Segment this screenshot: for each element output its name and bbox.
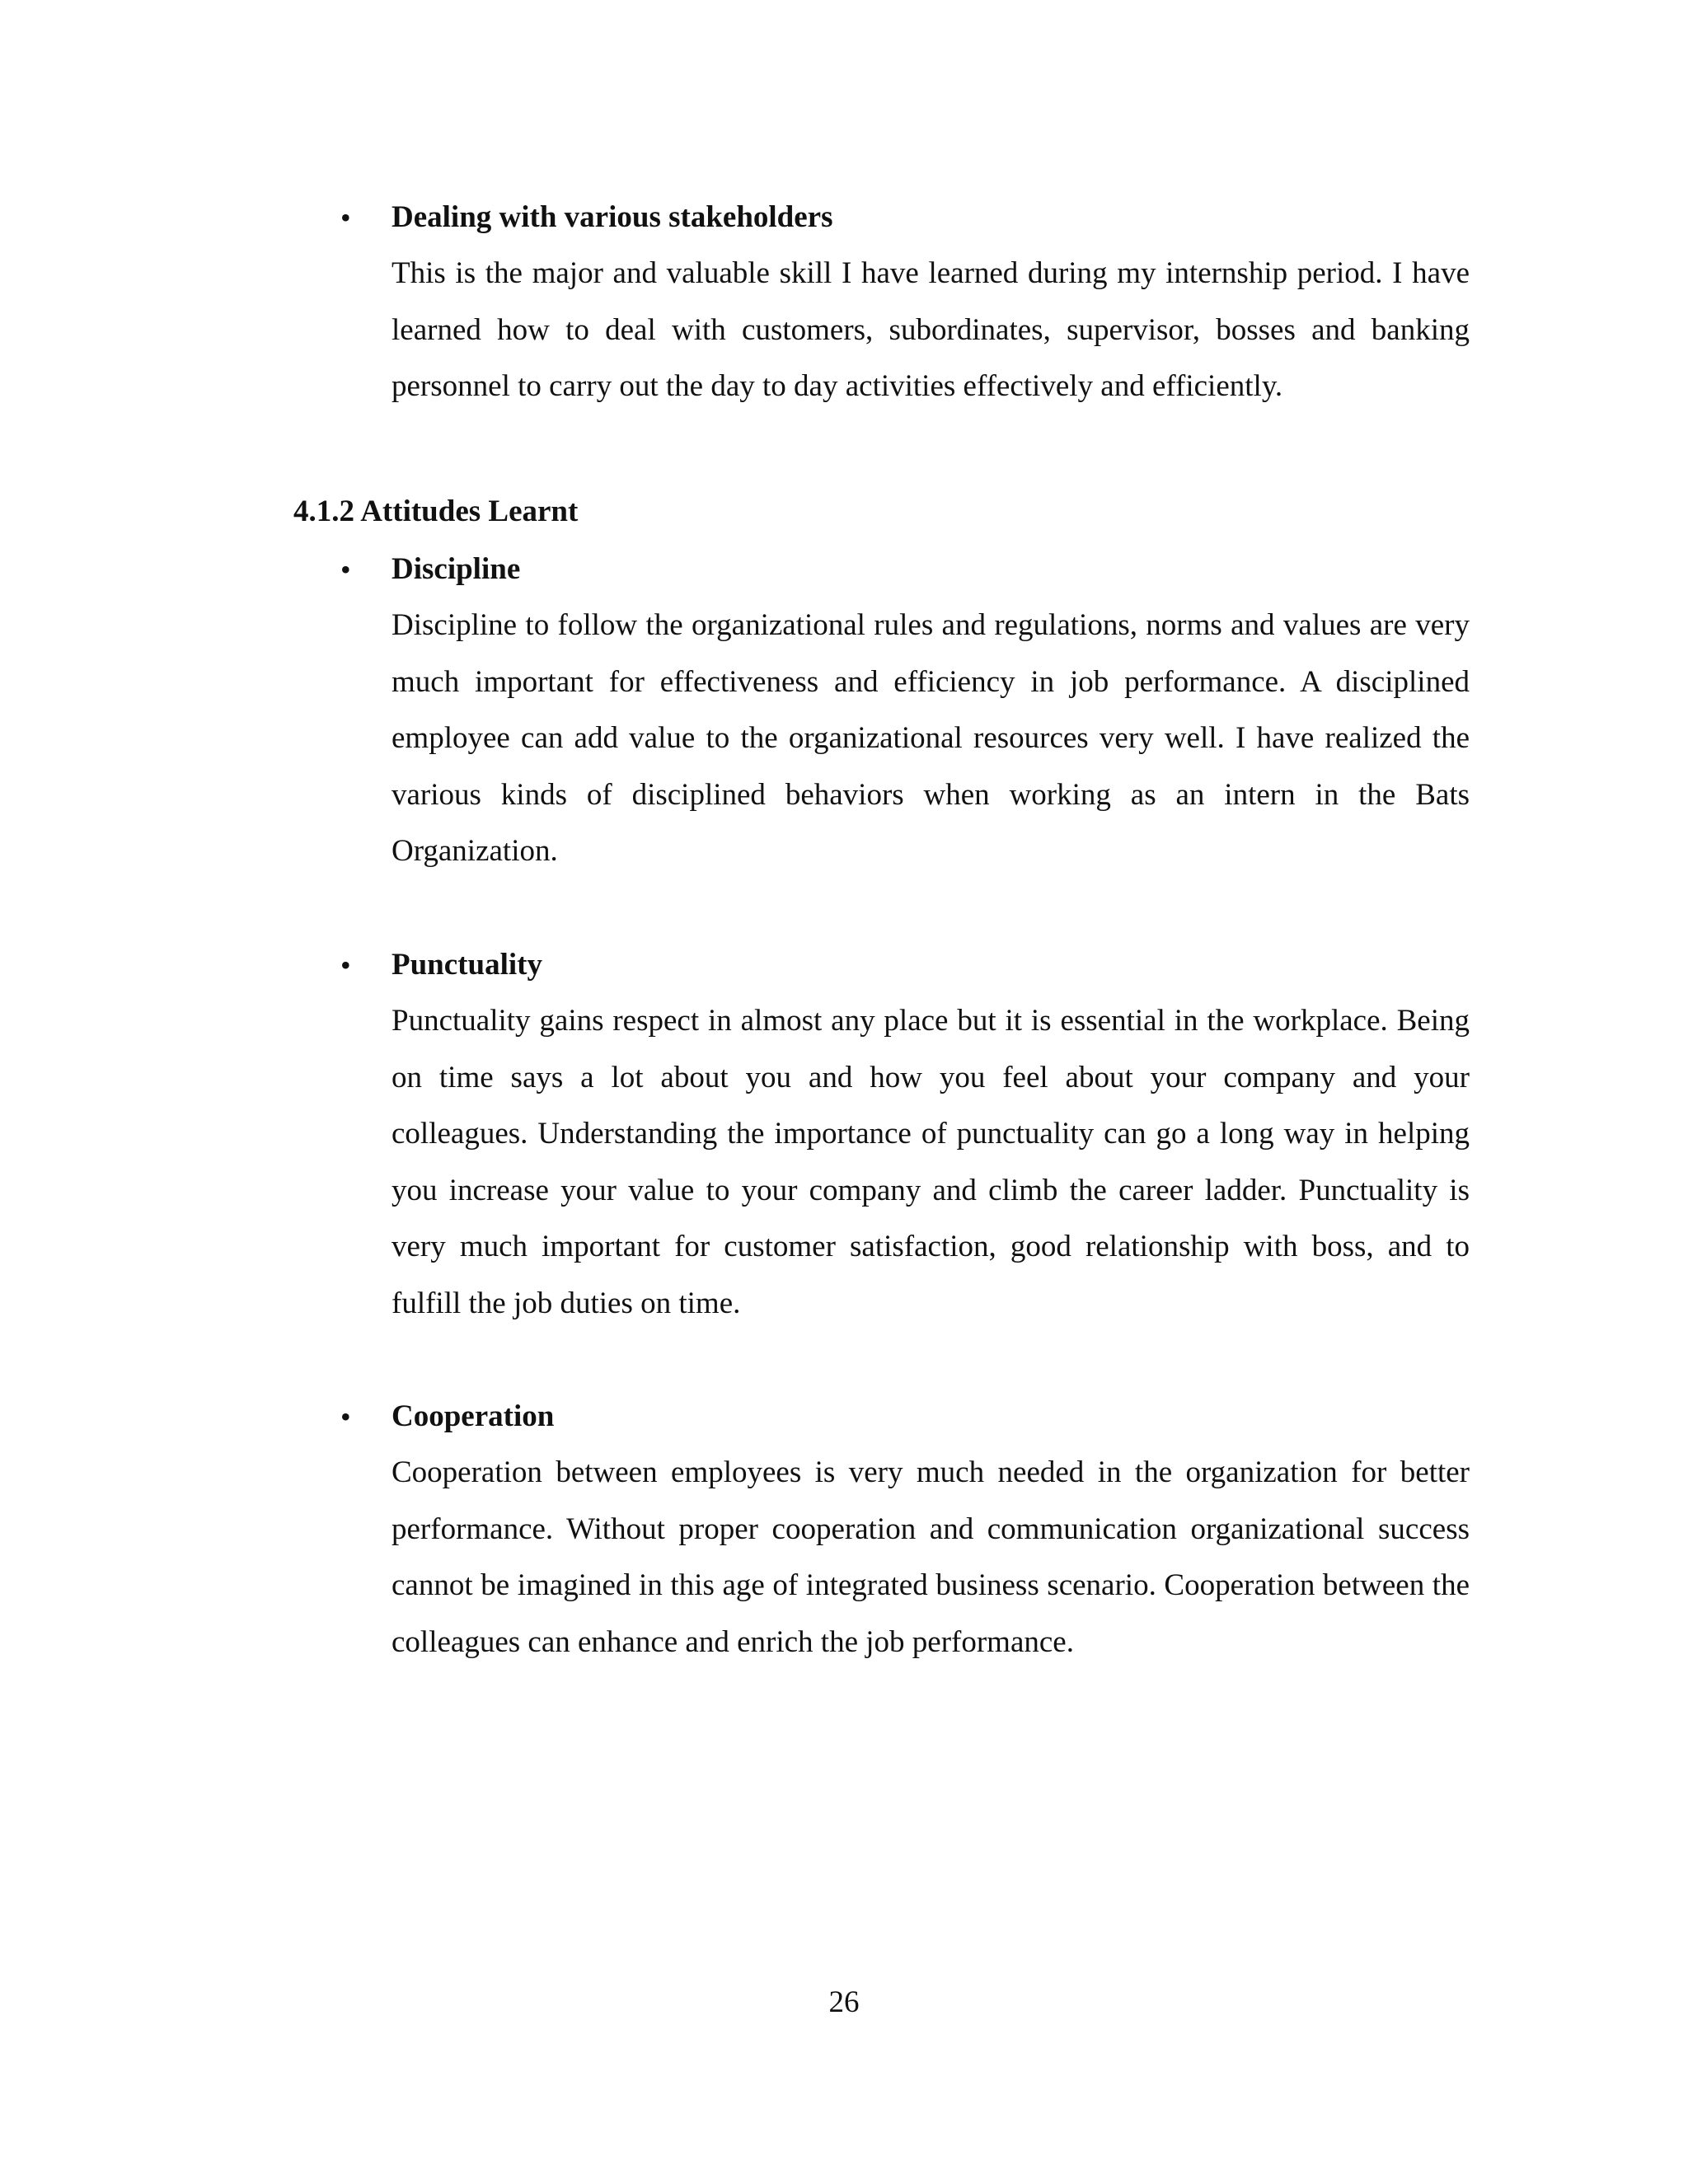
page-number: 26 xyxy=(828,1985,860,2019)
item-body: Discipline to follow the organizational rules and regulations, norms and values are very much important for effectiveness and efficiency in job performance. A disciplined employee can add value to the organizational resources very well. I have realized the various kinds of disciplined behaviors when working as an intern in the Bats Organization. xyxy=(392,608,1470,868)
item-title: Discipline xyxy=(392,552,521,586)
section-heading: 4.1.2 Attitudes Learnt xyxy=(293,494,579,528)
bullet-icon: • xyxy=(340,553,351,586)
bullet-icon: • xyxy=(340,949,351,982)
item-title: Punctuality xyxy=(392,948,542,982)
item-body: This is the major and valuable skill I have learned during my internship period. I have learned how to deal with customers, subordinates, supervisor, bosses and banking personnel to carry out the day to day activities effectively and efficiently. xyxy=(392,256,1470,403)
item-body: Punctuality gains respect in almost any place but it is essential in the workplace. Being on time says a lot about you and how you feel about your company and your colleagues. Understanding the importance of punctuality can go a long way in helping you increase your value to your company and climb the career ladder. Punctuality is very much important for customer satisfaction, good relationship with boss, and to fulfill the job duties on time. xyxy=(392,1004,1470,1320)
bullet-icon: • xyxy=(340,1400,351,1433)
item-title: Cooperation xyxy=(392,1399,555,1433)
item-body: Cooperation between employees is very much needed in the organization for better performance. Without proper cooperation and communication organizational success cannot be imagined in this age of integrated business scenario. Cooperation between the colleagues can enhance and enrich the job performance. xyxy=(392,1455,1470,1659)
item-title: Dealing with various stakeholders xyxy=(392,200,833,234)
bullet-icon: • xyxy=(340,201,351,234)
